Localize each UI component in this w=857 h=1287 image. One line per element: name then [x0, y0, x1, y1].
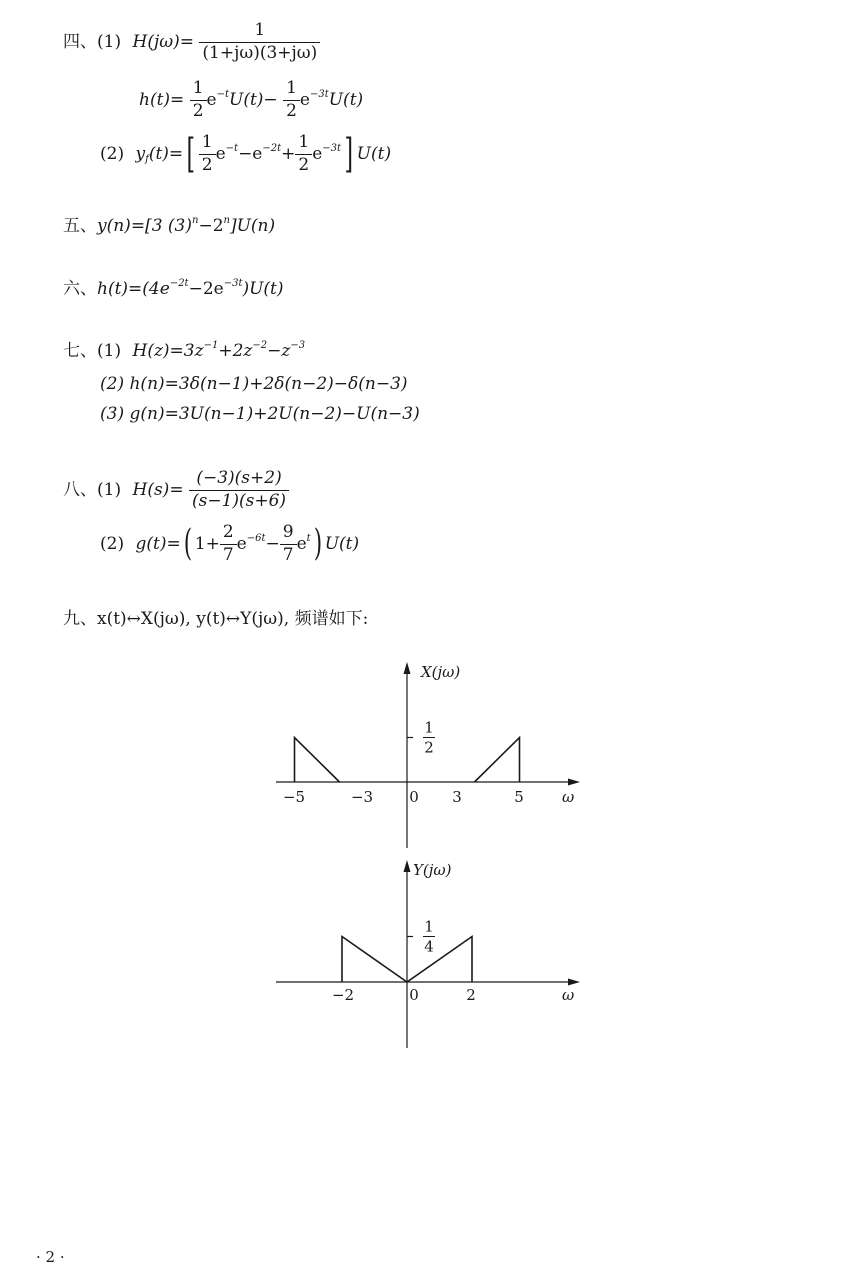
minus-exp: −e	[238, 143, 263, 164]
exponent: −2t	[169, 278, 189, 289]
eq-part: H(z)=3z	[132, 341, 204, 361]
step-term: U(t)−	[229, 89, 278, 110]
fraction-numerator: 1	[199, 134, 216, 155]
exp-base: e	[236, 533, 247, 554]
exponent: −t	[225, 142, 239, 154]
part-label: (2)	[100, 143, 125, 164]
eq-part: )U(t)	[242, 279, 284, 299]
section-5-label: 五、	[63, 216, 97, 236]
fraction-numerator: 1	[283, 80, 300, 101]
fraction-denominator: 7	[282, 544, 294, 565]
step-term: U(t)	[324, 533, 360, 554]
eq-H-s-lhs: H(s)=	[132, 479, 184, 500]
exponent: −1	[203, 340, 219, 351]
section-7-line-3: (3) g(n)=3U(n−1)+2U(n−2)−U(n−3)	[100, 404, 420, 424]
fraction-denominator: (1+jω)(3+jω)	[202, 42, 318, 63]
y-tick-denominator: 4	[424, 937, 434, 956]
fraction-numerator: 1	[199, 22, 320, 43]
fraction-numerator: 1	[190, 80, 207, 101]
subscript: f	[145, 153, 149, 165]
eq-part: y(n)=[3 (3)	[97, 216, 192, 236]
x-tick-label: 3	[452, 788, 462, 806]
eq-part: −2e	[188, 279, 224, 299]
eq-H-jw-lhs: H(jω)=	[132, 31, 194, 52]
x-tick-label: −3	[350, 788, 374, 806]
eq-part: h(t)=(4e	[97, 279, 170, 299]
x-tick-label: −2	[331, 986, 355, 1004]
exp-base: e	[206, 89, 217, 110]
eq-part: 1+	[194, 533, 220, 554]
eq-y-lhs: y	[135, 143, 146, 164]
plus-sign: +	[281, 143, 296, 164]
fraction-numerator: 2	[220, 524, 237, 545]
y-tick-numerator: 1	[424, 917, 434, 936]
section-9-text: x(t)↔X(jω), y(t)↔Y(jω), 频谱如下:	[97, 609, 369, 629]
step-term: U(t)	[356, 143, 392, 164]
eq-y-arg: (t)=	[148, 143, 184, 164]
fraction-denominator: 2	[201, 154, 213, 175]
fraction-numerator: (−3)(s+2)	[189, 470, 289, 491]
exponent: n	[223, 215, 230, 226]
x-tick-label: 0	[409, 986, 419, 1004]
minus-sign: −	[265, 533, 280, 554]
x-axis-label: ω	[562, 788, 575, 806]
fraction-numerator: 9	[280, 524, 297, 545]
y-tick-numerator: 1	[424, 718, 434, 737]
fraction-denominator: 2	[286, 100, 297, 121]
fraction-denominator: 7	[222, 544, 234, 565]
y-axis-arrow	[404, 662, 411, 674]
exp-base: e	[312, 143, 323, 164]
eq-part: +2z	[218, 341, 253, 361]
exponent: −3t	[322, 142, 342, 154]
exponent: −t	[216, 88, 229, 100]
exponent: n	[192, 215, 199, 226]
y-tick-denominator: 2	[424, 738, 434, 757]
x-tick-label: 2	[466, 986, 476, 1004]
page-number: · 2 ·	[36, 1248, 65, 1266]
x-axis-arrow	[568, 779, 580, 786]
y-axis-label: X(jω)	[421, 663, 461, 681]
section-7-line-2: (2) h(n)=3δ(n−1)+2δ(n−2)−δ(n−3)	[100, 374, 408, 394]
section-7-label: 七、(1)	[63, 341, 122, 361]
eq-g-t-lhs: g(t)=	[135, 533, 181, 554]
right-paren: )	[313, 523, 322, 565]
exponent: −6t	[246, 532, 266, 544]
section-9-label: 九、	[63, 609, 97, 629]
exponent: −3t	[223, 278, 243, 289]
exponent: t	[306, 532, 311, 544]
exponent: −3	[290, 340, 306, 351]
fraction-denominator: 2	[298, 154, 310, 175]
exp-base: e	[296, 533, 307, 554]
fraction-numerator: 1	[295, 134, 312, 155]
part-label: (2)	[100, 533, 125, 554]
exponent: −3t	[309, 88, 329, 100]
step-term: U(t)	[328, 89, 364, 110]
section-8-label: 八、(1)	[63, 479, 122, 500]
spectrum-series-line	[475, 738, 520, 783]
left-bracket: [	[186, 131, 196, 178]
fraction-denominator: (s−1)(s+6)	[191, 490, 287, 511]
section-4-label: 四、(1)	[63, 31, 122, 52]
eq-part: ]U(n)	[229, 216, 276, 236]
x-tick-label: 5	[514, 788, 524, 806]
eq-part: −2	[198, 216, 224, 236]
y-axis-label: Y(jω)	[413, 861, 452, 879]
spectrum-series-line	[295, 738, 340, 783]
x-tick-label: 0	[409, 788, 419, 806]
exp-base: e	[215, 143, 226, 164]
x-tick-label: −5	[282, 788, 306, 806]
y-axis-arrow	[404, 860, 411, 872]
right-bracket: ]	[344, 131, 354, 178]
exponent: −2t	[262, 142, 282, 154]
x-axis-arrow	[568, 979, 580, 986]
exponent: −2	[252, 340, 268, 351]
section-6-label: 六、	[63, 279, 97, 299]
eq-part: −z	[267, 341, 291, 361]
left-paren: (	[183, 523, 192, 565]
exp-base: e	[299, 89, 310, 110]
x-axis-label: ω	[562, 986, 575, 1004]
eq-h-t-lhs: h(t)=	[139, 89, 185, 110]
fraction-denominator: 2	[192, 100, 204, 121]
